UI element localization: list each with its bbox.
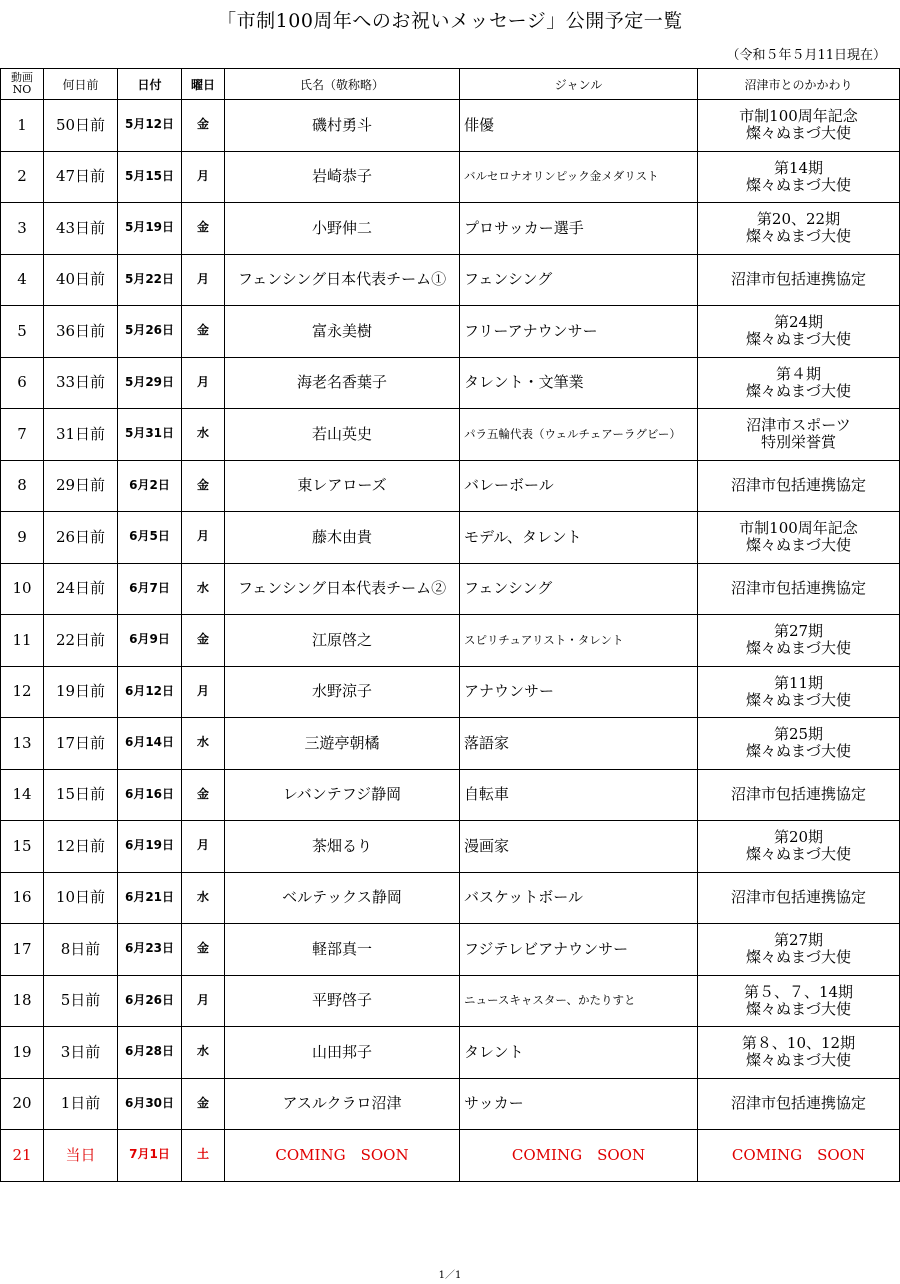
cell-weekday: 月 bbox=[182, 357, 225, 409]
cell-genre: モデル、タレント bbox=[460, 512, 698, 564]
relation-line2: 燦々ぬまづ大使 bbox=[745, 742, 851, 761]
cell-date: 6月26日 bbox=[118, 975, 182, 1027]
cell-relation bbox=[698, 769, 900, 821]
cell-days-before: 8日前 bbox=[44, 924, 118, 976]
cell-relation bbox=[698, 203, 900, 255]
cell-no: 4 bbox=[1, 254, 44, 306]
header-genre: ジャンル bbox=[460, 69, 698, 100]
cell-no: 20 bbox=[1, 1078, 44, 1130]
cell-name: 軽部真一 bbox=[225, 924, 460, 976]
header-weekday: 曜日 bbox=[182, 69, 225, 100]
cell-name: レバンテフジ静岡 bbox=[225, 769, 460, 821]
cell-relation bbox=[698, 1130, 900, 1182]
cell-no: 10 bbox=[1, 563, 44, 615]
cell-weekday: 水 bbox=[182, 1027, 225, 1079]
cell-name: COMING SOON bbox=[225, 1130, 460, 1182]
cell-relation bbox=[698, 1027, 900, 1079]
cell-name: 江原啓之 bbox=[225, 615, 460, 667]
cell-genre: フェンシング bbox=[460, 254, 698, 306]
cell-date: 5月12日 bbox=[118, 100, 182, 152]
cell-name: 東レアローズ bbox=[225, 460, 460, 512]
relation-line1: 第14期 bbox=[773, 158, 824, 177]
cell-days-before: 15日前 bbox=[44, 769, 118, 821]
cell-no: 3 bbox=[1, 203, 44, 255]
cell-weekday: 金 bbox=[182, 306, 225, 358]
cell-genre: フジテレビアナウンサー bbox=[460, 924, 698, 976]
relation-line1: 第27期 bbox=[773, 931, 824, 949]
cell-genre: サッカー bbox=[460, 1078, 698, 1130]
table-row bbox=[1, 460, 900, 512]
header-no-line2: NO bbox=[12, 83, 32, 96]
cell-genre: プロサッカー選手 bbox=[460, 203, 698, 255]
table-row bbox=[1, 718, 900, 770]
cell-relation bbox=[698, 718, 900, 770]
cell-relation bbox=[698, 924, 900, 976]
table-row bbox=[1, 1027, 900, 1079]
cell-days-before: 24日前 bbox=[44, 563, 118, 615]
relation-line1: 第20期 bbox=[773, 828, 824, 846]
cell-date: 6月12日 bbox=[118, 666, 182, 718]
cell-date: 6月2日 bbox=[118, 460, 182, 512]
cell-no: 6 bbox=[1, 357, 44, 409]
cell-genre: フェンシング bbox=[460, 563, 698, 615]
cell-relation bbox=[698, 100, 900, 152]
cell-date: 6月30日 bbox=[118, 1078, 182, 1130]
cell-relation bbox=[698, 975, 900, 1027]
cell-weekday: 月 bbox=[182, 975, 225, 1027]
document-title: 「市制100周年へのお祝いメッセージ」公開予定一覧 bbox=[217, 10, 683, 32]
cell-name: 小野伸二 bbox=[225, 203, 460, 255]
relation-line1: 沼津市包括連携協定 bbox=[730, 270, 866, 289]
relation-line2: 燦々ぬまづ大使 bbox=[745, 175, 851, 194]
header-no bbox=[1, 69, 44, 100]
cell-name: 若山英史 bbox=[225, 409, 460, 461]
relation-line1: 沼津市包括連携協定 bbox=[730, 888, 866, 907]
cell-name: 富永美樹 bbox=[225, 306, 460, 358]
cell-name: フェンシング日本代表チーム② bbox=[225, 563, 460, 615]
cell-name: フェンシング日本代表チーム① bbox=[225, 254, 460, 306]
cell-genre: パラ五輪代表（ウェルチェアーラグビー） bbox=[460, 409, 698, 461]
cell-genre: 漫画家 bbox=[460, 821, 698, 873]
cell-no: 14 bbox=[1, 769, 44, 821]
table-row bbox=[1, 975, 900, 1027]
cell-days-before: 31日前 bbox=[44, 409, 118, 461]
cell-days-before: 17日前 bbox=[44, 718, 118, 770]
relation-line1: 第11期 bbox=[773, 673, 824, 692]
relation-line1: 沼津市包括連携協定 bbox=[730, 785, 866, 804]
cell-genre: バルセロナオリンピック金メダリスト bbox=[460, 151, 698, 203]
cell-relation bbox=[698, 306, 900, 358]
cell-days-before: 10日前 bbox=[44, 872, 118, 924]
cell-days-before: 22日前 bbox=[44, 615, 118, 667]
relation-line1: 沼津市スポーツ bbox=[746, 416, 851, 434]
header-date: 日付 bbox=[118, 69, 182, 100]
cell-no: 13 bbox=[1, 718, 44, 770]
table-row bbox=[1, 306, 900, 358]
cell-date: 6月9日 bbox=[118, 615, 182, 667]
cell-genre: 俳優 bbox=[460, 100, 698, 152]
relation-line2: 燦々ぬまづ大使 bbox=[745, 124, 851, 143]
cell-relation bbox=[698, 409, 900, 461]
cell-no: 17 bbox=[1, 924, 44, 976]
relation-line1: 第27期 bbox=[773, 622, 824, 640]
cell-weekday: 金 bbox=[182, 924, 225, 976]
cell-days-before: 1日前 bbox=[44, 1078, 118, 1130]
cell-genre: バスケットボール bbox=[460, 872, 698, 924]
relation-line1: 市制100周年記念 bbox=[739, 519, 858, 537]
header-relation: 沼津市とのかかわり bbox=[698, 69, 900, 100]
relation-line2: 特別栄誉賞 bbox=[760, 433, 836, 452]
cell-genre: ニュースキャスター、かたりすと bbox=[460, 975, 698, 1027]
cell-date: 6月28日 bbox=[118, 1027, 182, 1079]
table-row bbox=[1, 1130, 900, 1182]
cell-no: 1 bbox=[1, 100, 44, 152]
cell-name: ベルテックス静岡 bbox=[225, 872, 460, 924]
cell-name: アスルクラロ沼津 bbox=[225, 1078, 460, 1130]
cell-date: 5月26日 bbox=[118, 306, 182, 358]
cell-relation bbox=[698, 460, 900, 512]
cell-name: 茶畑るり bbox=[225, 821, 460, 873]
relation-line1: 第５、７、14期 bbox=[743, 982, 854, 1001]
cell-genre: 落語家 bbox=[460, 718, 698, 770]
cell-relation bbox=[698, 615, 900, 667]
cell-date: 6月14日 bbox=[118, 718, 182, 770]
cell-genre: アナウンサー bbox=[460, 666, 698, 718]
relation-line1: COMING SOON bbox=[731, 1145, 866, 1164]
cell-genre: バレーボール bbox=[460, 460, 698, 512]
cell-relation bbox=[698, 666, 900, 718]
table-row bbox=[1, 357, 900, 409]
table-row bbox=[1, 203, 900, 255]
cell-weekday: 土 bbox=[182, 1130, 225, 1182]
relation-line2: 燦々ぬまづ大使 bbox=[745, 845, 851, 864]
cell-days-before: 50日前 bbox=[44, 100, 118, 152]
cell-weekday: 水 bbox=[182, 409, 225, 461]
cell-weekday: 月 bbox=[182, 512, 225, 564]
cell-no: 21 bbox=[1, 1130, 44, 1182]
cell-days-before: 3日前 bbox=[44, 1027, 118, 1079]
cell-no: 5 bbox=[1, 306, 44, 358]
page-number: 1／1 bbox=[438, 1270, 462, 1281]
relation-line2: 燦々ぬまづ大使 bbox=[745, 536, 851, 555]
cell-days-before: 47日前 bbox=[44, 151, 118, 203]
cell-weekday: 月 bbox=[182, 254, 225, 306]
cell-no: 15 bbox=[1, 821, 44, 873]
cell-days-before: 19日前 bbox=[44, 666, 118, 718]
relation-line1: 市制100周年記念 bbox=[739, 107, 858, 125]
cell-date: 6月23日 bbox=[118, 924, 182, 976]
cell-no: 16 bbox=[1, 872, 44, 924]
header-name: 氏名（敬称略） bbox=[225, 69, 460, 100]
cell-no: 19 bbox=[1, 1027, 44, 1079]
table-row bbox=[1, 769, 900, 821]
cell-date: 6月16日 bbox=[118, 769, 182, 821]
cell-no: 8 bbox=[1, 460, 44, 512]
cell-date: 5月31日 bbox=[118, 409, 182, 461]
cell-no: 9 bbox=[1, 512, 44, 564]
relation-line1: 沼津市包括連携協定 bbox=[730, 476, 866, 495]
cell-days-before: 29日前 bbox=[44, 460, 118, 512]
cell-name: 平野啓子 bbox=[225, 975, 460, 1027]
cell-weekday: 水 bbox=[182, 872, 225, 924]
cell-name: 水野涼子 bbox=[225, 666, 460, 718]
relation-line1: 第８、10、12期 bbox=[741, 1034, 856, 1052]
cell-days-before: 12日前 bbox=[44, 821, 118, 873]
relation-line2: 燦々ぬまづ大使 bbox=[745, 1051, 851, 1070]
cell-weekday: 月 bbox=[182, 666, 225, 718]
cell-no: 2 bbox=[1, 151, 44, 203]
cell-date: 7月1日 bbox=[118, 1130, 182, 1182]
cell-genre: 自転車 bbox=[460, 769, 698, 821]
table-row bbox=[1, 512, 900, 564]
cell-no: 12 bbox=[1, 666, 44, 718]
table-header-row bbox=[1, 69, 900, 100]
header-no-line1: 動画 bbox=[11, 71, 33, 85]
relation-line2: 燦々ぬまづ大使 bbox=[745, 690, 851, 709]
cell-days-before: 当日 bbox=[44, 1130, 118, 1182]
cell-weekday: 水 bbox=[182, 563, 225, 615]
cell-name: 三遊亭朝橘 bbox=[225, 718, 460, 770]
cell-days-before: 33日前 bbox=[44, 357, 118, 409]
relation-line1: 沼津市包括連携協定 bbox=[730, 579, 866, 598]
cell-date: 6月19日 bbox=[118, 821, 182, 873]
relation-line1: 沼津市包括連携協定 bbox=[730, 1094, 866, 1113]
cell-date: 6月7日 bbox=[118, 563, 182, 615]
table-row bbox=[1, 563, 900, 615]
table-row bbox=[1, 409, 900, 461]
relation-line2: 燦々ぬまづ大使 bbox=[745, 381, 851, 400]
cell-name: 海老名香葉子 bbox=[225, 357, 460, 409]
cell-no: 18 bbox=[1, 975, 44, 1027]
cell-weekday: 金 bbox=[182, 100, 225, 152]
cell-relation bbox=[698, 872, 900, 924]
cell-genre: タレント・文筆業 bbox=[460, 357, 698, 409]
relation-line1: 第24期 bbox=[773, 313, 824, 331]
table-row bbox=[1, 254, 900, 306]
cell-date: 5月19日 bbox=[118, 203, 182, 255]
table-row bbox=[1, 1078, 900, 1130]
cell-weekday: 金 bbox=[182, 1078, 225, 1130]
relation-line2: 燦々ぬまづ大使 bbox=[745, 948, 851, 967]
cell-weekday: 月 bbox=[182, 151, 225, 203]
cell-date: 6月5日 bbox=[118, 512, 182, 564]
table-row bbox=[1, 821, 900, 873]
as-of-date: （令和５年５月11日現在） bbox=[726, 48, 886, 63]
header-days-before: 何日前 bbox=[44, 69, 118, 100]
cell-relation bbox=[698, 563, 900, 615]
relation-line1: 第20、22期 bbox=[756, 210, 841, 228]
table-row bbox=[1, 615, 900, 667]
cell-genre: スピリチュアリスト・タレント bbox=[460, 615, 698, 667]
cell-genre: COMING SOON bbox=[460, 1130, 698, 1182]
table-row bbox=[1, 872, 900, 924]
cell-relation bbox=[698, 1078, 900, 1130]
cell-weekday: 金 bbox=[182, 615, 225, 667]
table-row bbox=[1, 666, 900, 718]
cell-relation bbox=[698, 512, 900, 564]
cell-name: 藤木由貴 bbox=[225, 512, 460, 564]
relation-line1: 第25期 bbox=[773, 725, 824, 743]
cell-name: 山田邦子 bbox=[225, 1027, 460, 1079]
cell-relation bbox=[698, 254, 900, 306]
cell-days-before: 36日前 bbox=[44, 306, 118, 358]
cell-days-before: 26日前 bbox=[44, 512, 118, 564]
cell-weekday: 月 bbox=[182, 821, 225, 873]
cell-days-before: 43日前 bbox=[44, 203, 118, 255]
cell-weekday: 金 bbox=[182, 769, 225, 821]
cell-name: 岩崎恭子 bbox=[225, 151, 460, 203]
cell-name: 磯村勇斗 bbox=[225, 100, 460, 152]
cell-weekday: 金 bbox=[182, 203, 225, 255]
cell-date: 5月29日 bbox=[118, 357, 182, 409]
cell-no: 11 bbox=[1, 615, 44, 667]
cell-days-before: 5日前 bbox=[44, 975, 118, 1027]
cell-relation bbox=[698, 357, 900, 409]
relation-line2: 燦々ぬまづ大使 bbox=[745, 999, 851, 1018]
cell-weekday: 金 bbox=[182, 460, 225, 512]
cell-date: 5月22日 bbox=[118, 254, 182, 306]
table-row bbox=[1, 151, 900, 203]
table-row bbox=[1, 100, 900, 152]
cell-weekday: 水 bbox=[182, 718, 225, 770]
relation-line2: 燦々ぬまづ大使 bbox=[745, 330, 851, 349]
relation-line1: 第４期 bbox=[775, 364, 821, 383]
relation-line2: 燦々ぬまづ大使 bbox=[745, 639, 851, 658]
cell-genre: タレント bbox=[460, 1027, 698, 1079]
cell-days-before: 40日前 bbox=[44, 254, 118, 306]
cell-relation bbox=[698, 821, 900, 873]
cell-date: 5月15日 bbox=[118, 151, 182, 203]
relation-line2: 燦々ぬまづ大使 bbox=[745, 227, 851, 246]
cell-no: 7 bbox=[1, 409, 44, 461]
cell-genre: フリーアナウンサー bbox=[460, 306, 698, 358]
table-row bbox=[1, 924, 900, 976]
cell-relation bbox=[698, 151, 900, 203]
cell-date: 6月21日 bbox=[118, 872, 182, 924]
schedule-table bbox=[0, 68, 900, 1182]
